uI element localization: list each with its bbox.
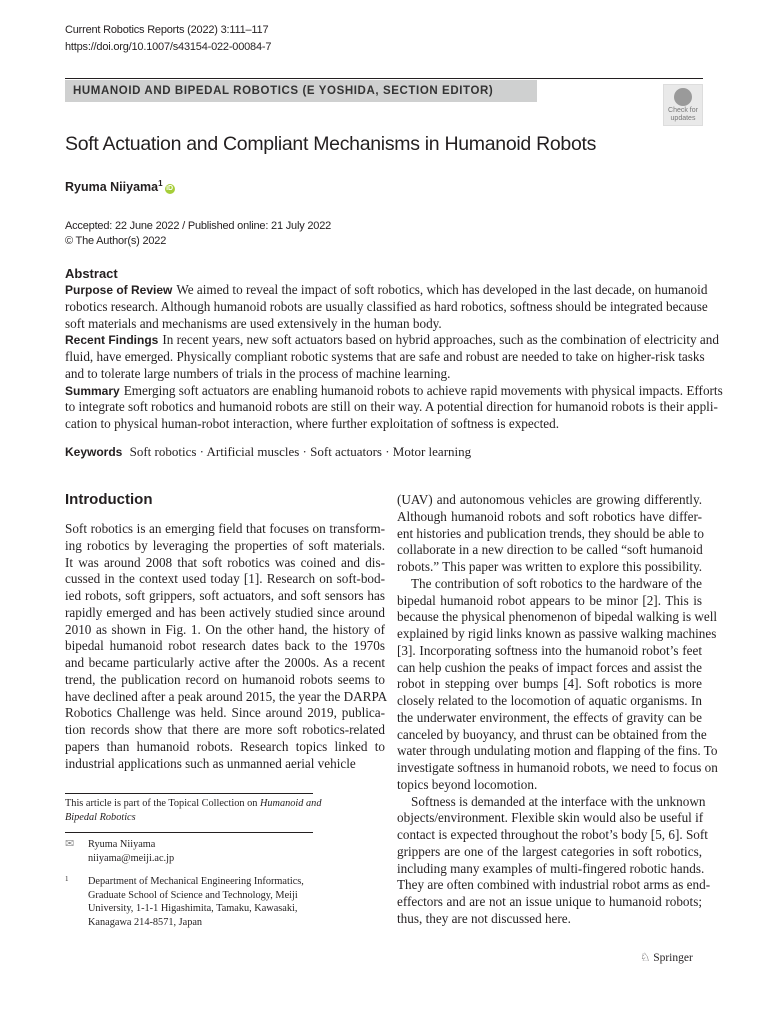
text-line: cussed in the context used today [1]. Research on soft-bod-: [65, 571, 385, 587]
divider: [65, 78, 703, 79]
text-line: have declined after a peak around 2015, the year the DARPA: [65, 688, 388, 704]
text-line: including many examples of multi-fingered robotic hands.: [397, 860, 705, 876]
affiliation: [65, 875, 304, 929]
abstract-section-label: Recent Findings: [65, 333, 159, 348]
author: [65, 179, 175, 194]
left-column: [65, 521, 388, 772]
text-line: closely related to the locomotion of aquatic organisms. In: [397, 693, 702, 708]
text-line: collaborate in a new direction to be called “soft humanoid: [397, 542, 703, 558]
author-name[interactable]: Ryuma Niiyama: [65, 180, 159, 195]
text-line-content: to integrate soft robotics and humanoid robots are still on their way. A potential direction for humanoid robots is their appli-: [65, 399, 718, 415]
text-line: [65, 332, 719, 349]
text-line: thus, they are not discussed here.: [397, 910, 571, 926]
orcid-icon[interactable]: iD: [166, 185, 174, 193]
footnote-divider: [65, 832, 313, 833]
text-line: ing robotics by leveraging the properties of soft materials.: [65, 537, 385, 553]
check-updates-icon: [674, 88, 692, 106]
text-line: 2010 as shown in Fig. 1. On the other hand, the history of: [65, 621, 385, 637]
affiliation-line: Graduate School of Science and Technology, Meiji: [88, 889, 298, 901]
check-updates-label-2: updates: [670, 115, 696, 122]
keywords-label: Keywords: [65, 445, 123, 459]
abstract-heading: Abstract: [65, 266, 118, 281]
text-line: explained by rigid links known as passive walking machines: [397, 626, 717, 641]
text-line: robots.” This paper was written to explore this possibility.: [397, 559, 703, 574]
text-line-content: soft materials and mechanisms are used extensively in the human body.: [65, 315, 442, 331]
text-line: industrial applications such as unmanned aerial vehicle: [65, 755, 356, 771]
text-line: contact is expected throughout the robot’s body [5, 6]. Soft: [397, 827, 708, 842]
corr-email[interactable]: niiyama@meiji.ac.jp: [88, 852, 175, 864]
text-line: [65, 382, 723, 400]
text-line: It was around 2008 that soft robotics was coined and dis-: [65, 554, 385, 570]
text-line: Robotics Challenge was held. Since around 2019, publica-: [65, 705, 385, 721]
topical-text: This article is part of the Topical Collection on: [65, 798, 260, 809]
text-line: [65, 298, 708, 316]
accepted-published: Accepted: 22 June 2022 / Published online: 21 July 2022: [65, 220, 332, 232]
text-line: topics beyond locomotion.: [397, 776, 538, 792]
text-line: bipedal humanoid robot appears to be minor [2]. This is: [397, 592, 702, 608]
check-for-updates-button[interactable]: [663, 84, 703, 126]
text-line: and became particularly active after the 2000s. As a recent: [65, 655, 385, 670]
abstract-body: [65, 282, 723, 433]
text-line: tion records show that there are more soft robotics-related: [65, 722, 385, 737]
text-line: investigate softness in humanoid robots, we need to focus on: [397, 760, 718, 775]
doi-link[interactable]: https://doi.org/10.1007/s43154-022-00084-7: [65, 41, 272, 53]
text-line: trend, the publication record on humanoid robots seems to: [65, 671, 385, 687]
affiliation-mark: 1: [158, 179, 163, 188]
text-line: effectors and are not an issue unique to humanoid robots;: [397, 894, 702, 909]
text-line: rapidly emerged and has been actively studied since around: [65, 604, 385, 620]
text-line: [3]. Incorporating softness into the humanoid robot’s feet: [397, 642, 702, 658]
topical-collection-name: Humanoid and: [259, 798, 322, 809]
text-line: Soft robotics is an emerging field that focuses on transform-: [65, 521, 385, 536]
keywords-text: Soft robotics · Artificial muscles · Soft actuators · Motor learning: [129, 444, 472, 459]
text-line: canceled by buoyancy, and thrust can be obtained from the: [397, 726, 707, 742]
text-line: Softness is demanded at the interface with the unknown: [411, 793, 706, 809]
text-line: ied robots, soft grippers, soft actuators, and soft sensors has: [65, 588, 385, 603]
affiliation-line: Department of Mechanical Engineering Informatics,: [88, 876, 304, 887]
text-line: the underwater environment, the effects of gravity can be: [397, 709, 702, 725]
affiliation-number: 1: [65, 875, 69, 883]
text-line-content: robotics research. Although humanoid robots are usually classified as hard robotics, softness should be integrated because: [65, 298, 708, 314]
text-line: ent histories and publication trends, they should be able to: [397, 525, 704, 541]
publisher-name: Springer: [653, 952, 693, 964]
journal-citation: Current Robotics Reports (2022) 3:111–117: [65, 24, 269, 36]
text-line: grippers are one of the largest categories in soft robotics,: [397, 843, 702, 859]
text-line-content: Emerging soft actuators are enabling humanoid robots to achieve rapid movements with physical impacts. Efforts: [123, 382, 723, 398]
envelope-icon: ✉: [65, 838, 75, 850]
text-line: can help cushion the peaks of impact forces and assist the: [397, 659, 702, 675]
keywords: [65, 444, 471, 460]
journal-header: [65, 22, 271, 56]
springer-knight-icon: ♘: [640, 952, 651, 964]
right-column: [397, 492, 718, 928]
abstract-section-label: Summary: [65, 383, 120, 398]
text-line: [65, 366, 703, 383]
text-line: The contribution of soft robotics to the hardware of the: [411, 575, 702, 591]
abstract-section-label: Purpose of Review: [65, 283, 173, 297]
text-line: [65, 416, 703, 433]
paper-title: Soft Actuation and Compliant Mechanisms in Humanoid Robots: [65, 133, 597, 155]
affiliation-line: Kanagawa 214-8571, Japan: [88, 916, 203, 928]
text-line: [65, 316, 703, 333]
text-line: water through undulating motion and flapping of the fins. To: [397, 743, 718, 759]
text-line-content: In recent years, new soft actuators based on hybrid approaches, such as the combination of electricity and: [162, 332, 719, 348]
text-line: bipedal humanoid robot research dates back to the 1970s: [65, 638, 385, 654]
check-updates-label: Check for: [668, 107, 698, 114]
section-banner: HUMANOID AND BIPEDAL ROBOTICS (E YOSHIDA, SECTION EDITOR): [65, 80, 537, 102]
text-line: [65, 399, 718, 416]
copyright: © The Author(s) 2022: [65, 235, 167, 247]
text-line-content: We aimed to reveal the impact of soft robotics, which has developed in the last decade, on humanoid: [176, 282, 708, 297]
text-line: (UAV) and autonomous vehicles are growing differently.: [397, 492, 702, 507]
dates: [65, 219, 331, 249]
footnote-divider: [65, 793, 313, 794]
text-line: because the physical phenomenon of bipedal walking is well: [397, 609, 718, 625]
topical-collection-name-2: Bipedal Robotics: [65, 811, 136, 823]
corresponding-author: [65, 838, 174, 865]
text-line: [65, 349, 703, 366]
text-line-content: and to tolerate large numbers of trials in the process of machine learning.: [65, 365, 451, 381]
text-line: They are often combined with industrial robot arms as end-: [397, 877, 711, 893]
topical-collection-note: [65, 797, 321, 824]
text-line: papers than humanoid robots. Research topics linked to: [65, 738, 385, 754]
corr-name: Ryuma Niiyama: [88, 839, 156, 850]
text-line: objects/environment. Flexible skin would also be useful if: [397, 810, 704, 826]
text-line: Although humanoid robots and soft robotics have differ-: [397, 508, 702, 524]
text-line: [65, 282, 708, 299]
text-line: robot in stepping over bumps [4]. Soft robotics is more: [397, 676, 702, 692]
introduction-heading: Introduction: [65, 491, 153, 508]
affiliation-line: University, 1-1-1 Higashimita, Tamaku, Kawasaki,: [88, 903, 298, 914]
publisher-logo: [640, 950, 693, 964]
text-line-content: fluid, have emerged. Physically compliant robotic systems that are safe and robust are needed to take on higher-risk tasks: [65, 349, 705, 364]
text-line-content: cation to physical human-robot interaction, where further exploitation of softness is expected.: [65, 416, 560, 431]
